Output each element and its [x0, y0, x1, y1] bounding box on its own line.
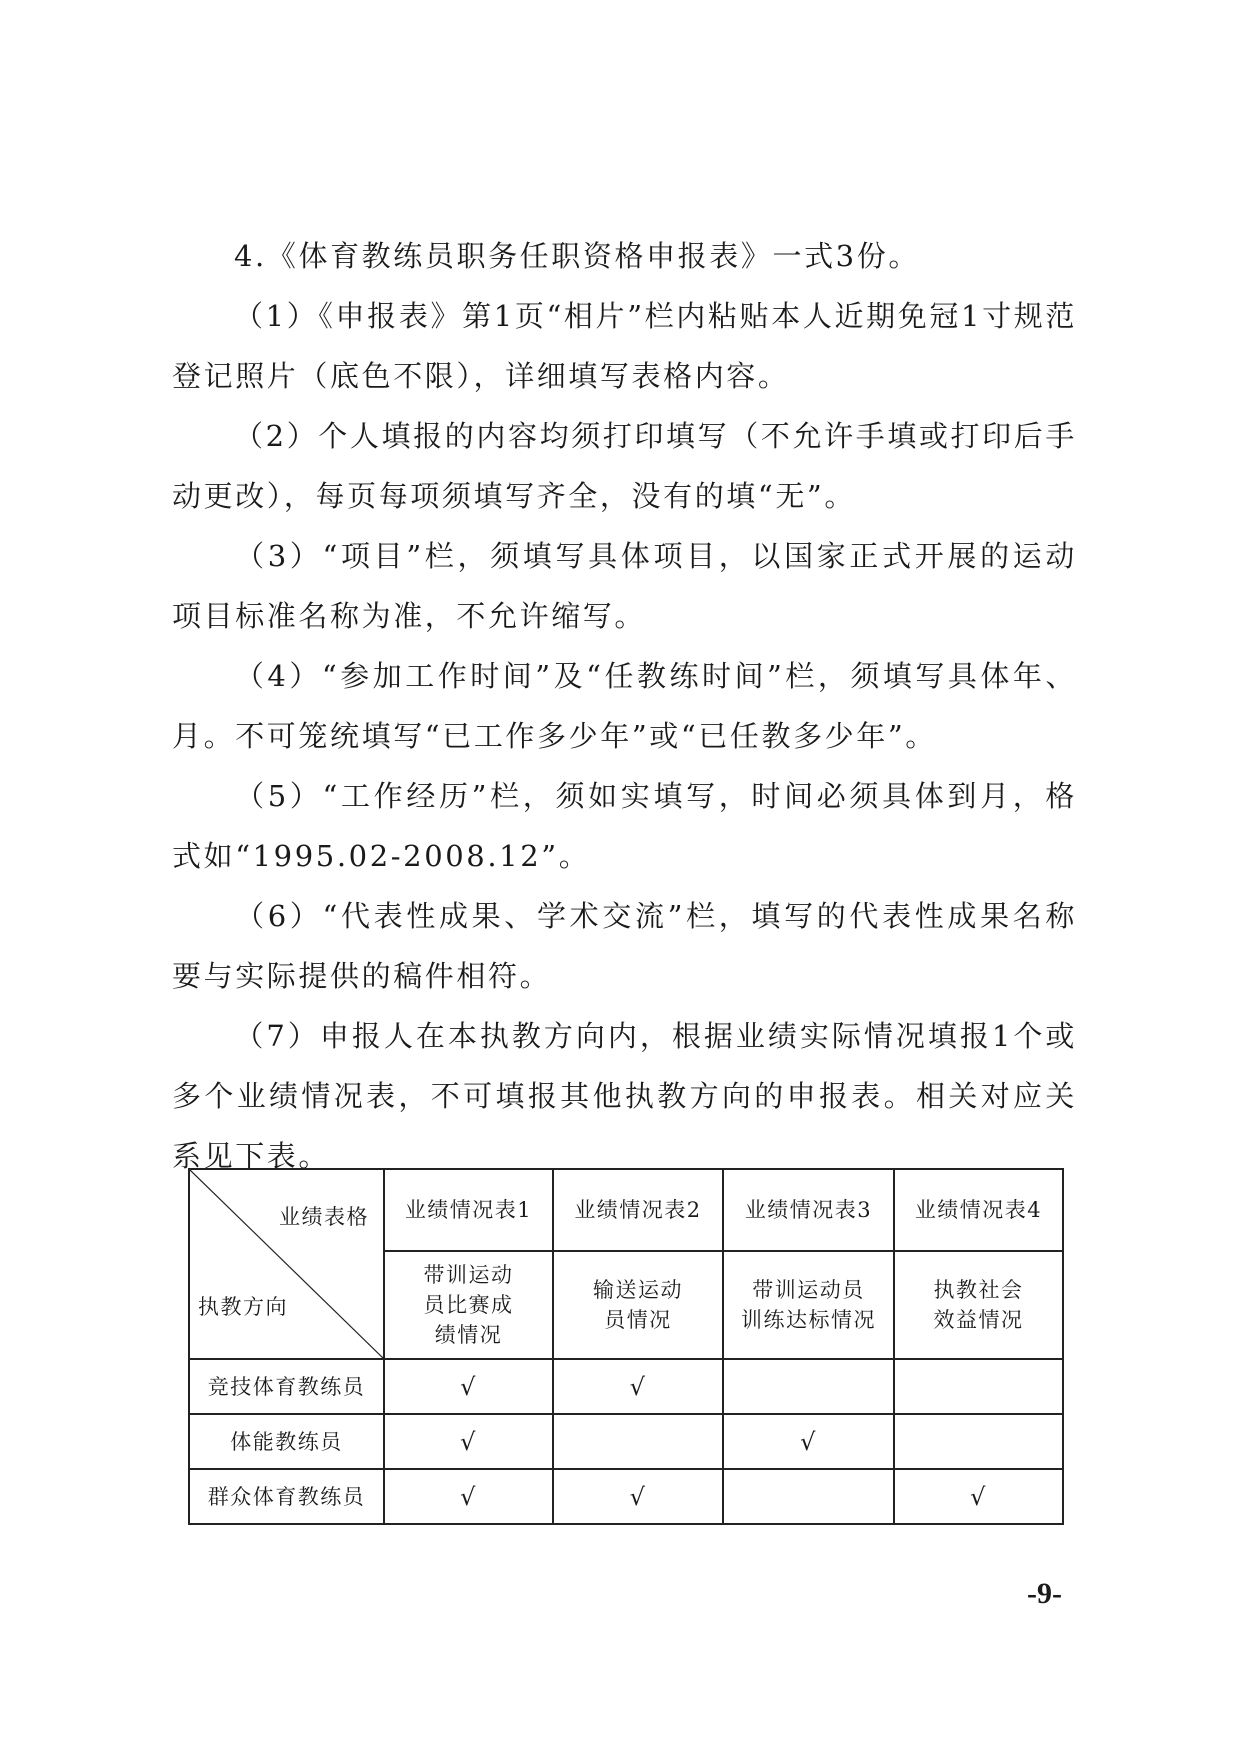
- corner-column-label: 业绩表格: [279, 1205, 369, 1229]
- check-cell: [894, 1414, 1063, 1469]
- page-number: -9-: [1027, 1577, 1062, 1610]
- row-label: 体能教练员: [189, 1414, 384, 1469]
- desc-line: 执教社会: [933, 1278, 1024, 1302]
- check-cell: √: [553, 1469, 723, 1524]
- corner-header-cell: [189, 1169, 384, 1359]
- column-header: 业绩情况表2: [553, 1169, 723, 1251]
- check-cell: [723, 1359, 894, 1414]
- instruction-item-7: [172, 1006, 1077, 1186]
- diagonal-divider: [190, 1170, 383, 1358]
- table-row: [189, 1469, 1063, 1524]
- instruction-text: （7）申报人在本执教方向内，根据业绩实际情况填报1个或多个业绩情况表，不可填报其他执教方向的申报表。相关对应关系见下表。: [172, 1019, 1077, 1173]
- column-header: 业绩情况表3: [723, 1169, 894, 1251]
- instruction-item-1: [172, 286, 1077, 406]
- column-header: 业绩情况表1: [384, 1169, 553, 1251]
- table-header-row: [189, 1169, 1063, 1251]
- check-cell: √: [553, 1359, 723, 1414]
- instruction-text: （1）《申报表》第1页“相片”栏内粘贴本人近期免冠1寸规范登记照片（底色不限），详细填写表格内容。: [172, 299, 1077, 393]
- column-description: [384, 1251, 553, 1359]
- instruction-item-5: [172, 766, 1077, 886]
- desc-line: 输送运动: [593, 1278, 683, 1302]
- desc-line: 员比赛成: [423, 1293, 514, 1317]
- instruction-item-2: [172, 406, 1077, 526]
- section-title-text: 4.《体育教练员职务任职资格申报表》一式3份。: [234, 239, 920, 273]
- column-description: [894, 1251, 1063, 1359]
- check-cell: √: [894, 1469, 1063, 1524]
- column-description: [553, 1251, 723, 1359]
- check-cell: [553, 1414, 723, 1469]
- instruction-text: （4）“参加工作时间”及“任教练时间”栏，须填写具体年、月。不可笼统填写“已工作多少年”或“已任教多少年”。: [172, 659, 1077, 753]
- column-description: [723, 1251, 894, 1359]
- instruction-text: （6）“代表性成果、学术交流”栏，填写的代表性成果名称要与实际提供的稿件相符。: [172, 899, 1077, 993]
- instruction-text: （5）“工作经历”栏，须如实填写，时间必须具体到月，格式如“1995.02-2008.12”。: [172, 779, 1077, 873]
- check-cell: √: [384, 1469, 553, 1524]
- instruction-text: （3）“项目”栏，须填写具体项目，以国家正式开展的运动项目标准名称为准，不允许缩写。: [172, 539, 1077, 633]
- row-label: 竞技体育教练员: [189, 1359, 384, 1414]
- table-row: [189, 1414, 1063, 1469]
- section-title: [172, 226, 1077, 286]
- instruction-item-4: [172, 646, 1077, 766]
- desc-line: 绩情况: [434, 1323, 503, 1347]
- check-cell: √: [384, 1359, 553, 1414]
- row-label: 群众体育教练员: [189, 1469, 384, 1524]
- check-cell: [723, 1469, 894, 1524]
- column-header: 业绩情况表4: [894, 1169, 1063, 1251]
- desc-line: 训练达标情况: [741, 1308, 876, 1332]
- instruction-item-6: [172, 886, 1077, 1006]
- check-cell: √: [384, 1414, 553, 1469]
- desc-line: 效益情况: [933, 1308, 1024, 1332]
- instruction-text: （2）个人填报的内容均须打印填写（不允许手填或打印后手动更改），每页每项须填写齐全，没有的填“无”。: [172, 419, 1077, 513]
- instruction-item-3: [172, 526, 1077, 646]
- check-cell: √: [723, 1414, 894, 1469]
- desc-line: 员情况: [604, 1308, 672, 1332]
- corner-row-label: 执教方向: [198, 1295, 288, 1319]
- check-cell: [894, 1359, 1063, 1414]
- desc-line: 带训运动: [423, 1263, 514, 1287]
- table-row: [189, 1359, 1063, 1414]
- correspondence-table: [188, 1168, 1064, 1525]
- desc-line: 带训运动员: [752, 1278, 865, 1302]
